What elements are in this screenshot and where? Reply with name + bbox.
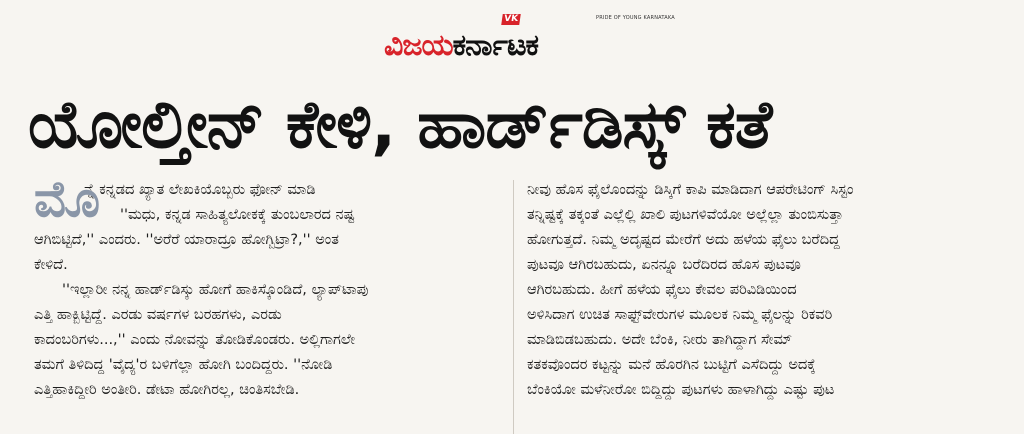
masthead [384, 14, 675, 66]
brand-part-red: ವಿಜಯ [384, 28, 453, 63]
text-line: ಎತ್ತಿಹಾಕಿದ್ದೀರಿ ಅಂತೀರಿ. ಡೇಟಾ ಹೋಗಿರಲ್ಲ, ಚಿಂತಿಸಬೇಡಿ. [34, 382, 300, 398]
text-line: ಬೆಂಕಿಯೋ ಮಳೆನೀರೋ ಬಿದ್ದಿದ್ದು ಪುಟಗಳು ಹಾಳಾಗಿದ್ದು ಎಷ್ಟು ಪುಟ [527, 382, 835, 398]
text-line: ನ್ನೆ ಕನ್ನಡದ ಖ್ಯಾತ ಲೇಖಕಿಯೊಬ್ಬರು ಫೋನ್ ಮಾಡಿ [84, 182, 316, 198]
vk-logo-badge: VK [501, 14, 520, 25]
column-divider [513, 180, 514, 434]
article-column-right [527, 178, 1009, 403]
text-line: ಅಳಿಸಿದಾಗ ಉಚಿತ ಸಾಫ್ಟ್‌ವೇರುಗಳ ಮೂಲಕ ನಿಮ್ಮ ಫೈಲನ್ನು ರಿಕವರಿ [527, 307, 833, 323]
text-line: ಆಗಿಬಿಟ್ಟಿದೆ,'' ಎಂದರು. ''ಅರೆರೆ ಯಾರಾದ್ರೂ ಹೋಗ್ಬಿಟ್ರಾ?,'' ಅಂತ [34, 232, 339, 248]
text-line: ಮಾಡಿಬಿಡಬಹುದು. ಅದೇ ಬೆಂಕಿ, ನೀರು ತಾಗಿದ್ದಾಗ ಸೇಮ್ [527, 332, 792, 348]
text-line: ಆಗಿರಬಹುದು. ಹೀಗೆ ಹಳೆಯ ಫೈಲು ಕೇವಲ ಪರಿವಿಡಿಯಿಂದ [527, 282, 797, 298]
text-line: ಎತ್ತಿ ಹಾಕ್ಬಿಟ್ಟಿದ್ದೆ. ಎರಡು ವರ್ಷಗಳ ಬರಹಗಳು, ಎರಡು [34, 307, 282, 323]
text-line: ತನ್ನಿಷ್ಟಕ್ಕೆ ತಕ್ಕಂತೆ ಎಲ್ಲೆಲ್ಲಿ ಖಾಲಿ ಪುಟಗಳಿವೆಯೋ ಅಲ್ಲೆಲ್ಲಾ ತುಂಬಿಸುತ್ತಾ [527, 207, 844, 223]
text-line: ಹೋಗುತ್ತದೆ. ನಿಮ್ಮ ಅದೃಷ್ಟದ ಮೇರೆಗೆ ಅದು ಹಳೆಯ ಫೈಲು ಬರೆದಿದ್ದ [527, 232, 840, 248]
article-column-left [34, 170, 502, 403]
text-line: ಕಾದಂಬರಿಗಳು...,'' ಎಂದು ನೋವನ್ನು ತೋಡಿಕೊಂಡರು. ಅಲ್ಲಿಗಾಗಲೇ [34, 332, 356, 348]
article-headline: ಯೋಲ್ತೀನ್ ಕೇಳಿ, ಹಾರ್ಡ್‌ಡಿಸ್ಕ್ ಕತೆ [28, 86, 772, 163]
text-line: ''ಮಧು, ಕನ್ನಡ ಸಾಹಿತ್ಯಲೋಕಕ್ಕೆ ತುಂಬಲಾರದ ನಷ್ಟ [120, 207, 355, 223]
drop-cap: ಮೊ [34, 170, 100, 228]
masthead-tagline: PRIDE OF YOUNG KARNATAKA [596, 15, 675, 21]
text-line: ಕತಕವೊಂದರ ಕಟ್ಟನ್ನು ಮನೆ ಹೊರಗಿನ ಬುಟ್ಟಿಗೆ ಎಸೆದಿದ್ದು ಅದಕ್ಕೆ [527, 357, 816, 373]
text-line: ತಮಗೆ ತಿಳಿದಿದ್ದ 'ವೈದ್ಯ'ರ ಬಳಿಗೆಲ್ಲಾ ಹೋಗಿ ಬಂದಿದ್ದರು. ''ನೋಡಿ [34, 357, 333, 373]
text-line: ಕೇಳಿದೆ. [34, 257, 68, 273]
text-line: ಪುಟವೂ ಆಗಿರಬಹುದು, ಏನನ್ನೂ ಬರೆದಿರದ ಹೊಸ ಪುಟವೂ [527, 257, 801, 273]
brand-part-black: ಕರ್ನಾಟಕ [452, 28, 539, 63]
text-line: ನೀವು ಹೊಸ ಫೈಲೊಂದನ್ನು ಡಿಸ್ಕಿಗೆ ಕಾಪಿ ಮಾಡಿದಾಗ ಆಪರೇಟಿಂಗ್ ಸಿಸ್ಟಂ [527, 182, 854, 198]
text-line: ''ಇಲ್ಲಾರೀ ನನ್ನ ಹಾರ್ಡ್‌ಡಿಸ್ಕು ಹೋಗೆ ಹಾಕಿಸ್ಕೊಂಡಿದೆ, ಲ್ಯಾಪ್‌ಟಾಪು [62, 282, 369, 298]
newspaper-logo [384, 27, 538, 65]
